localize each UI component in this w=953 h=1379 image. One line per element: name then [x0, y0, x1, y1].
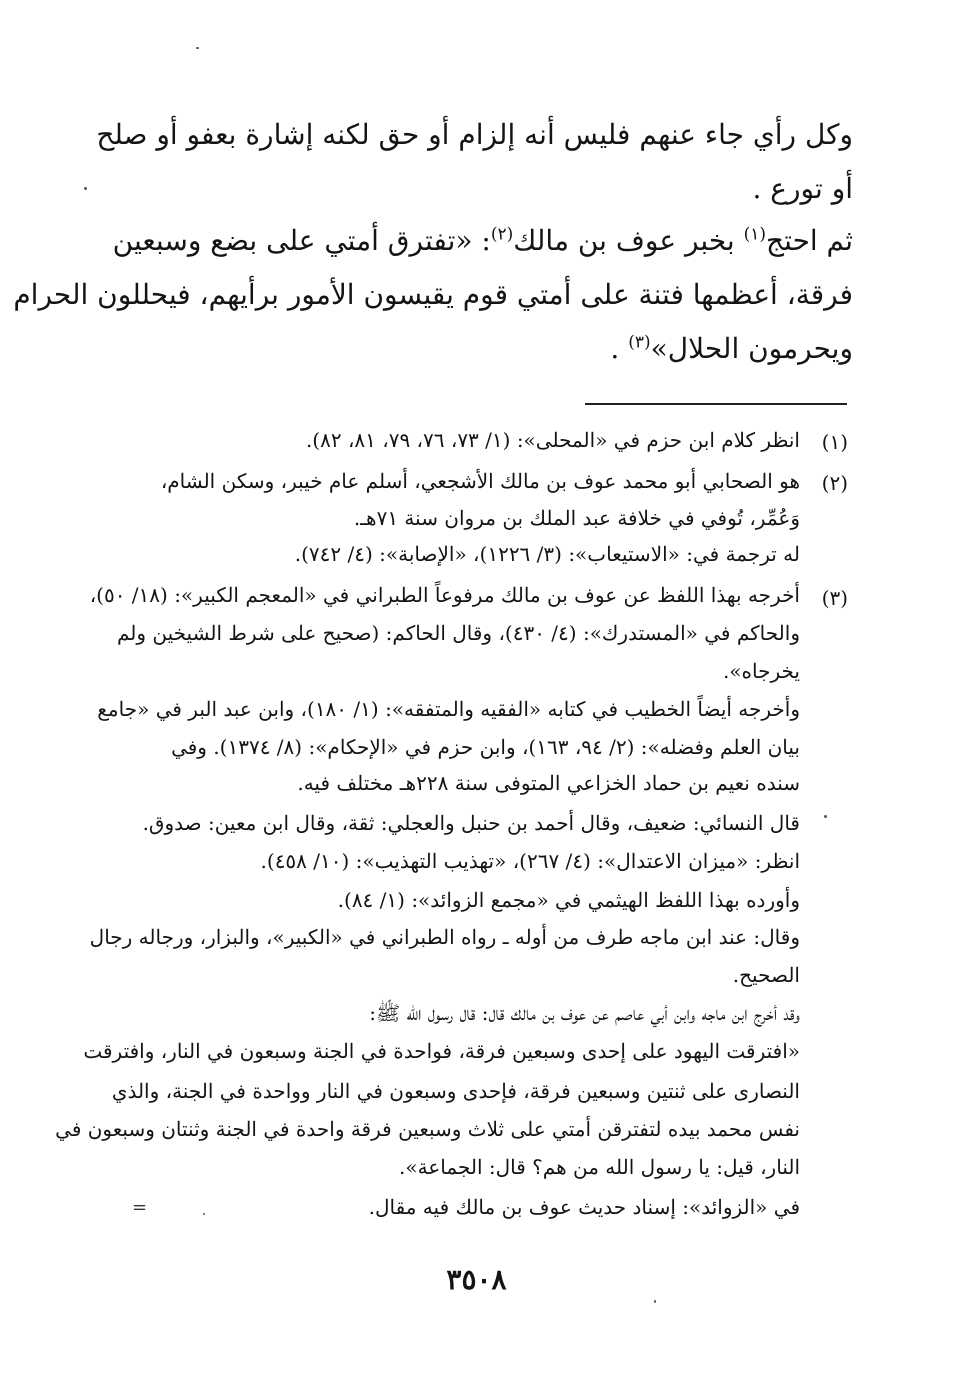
main-text-line-5: [610, 332, 853, 365]
footnote-3-line-4: وأخرجه أيضاً الخطيب في كتابه «الفقيه والمتفقه»: (١/ ١٨٠)، وابن عبد البر في «جامع: [97, 697, 800, 721]
main-text-segment: .: [610, 332, 629, 365]
margin-mark: =: [132, 1197, 148, 1218]
footnote-3-line-16: النار، قيل: يا رسول الله من هم؟ قال: الجماعة».: [399, 1155, 800, 1179]
main-text-line-3: [113, 224, 853, 257]
footnote-number-3: (٣): [821, 586, 848, 610]
footnote-separator: [585, 403, 847, 405]
footnote-3-line-11: الصحيح.: [732, 963, 800, 987]
main-text-segment: ثم احتج: [766, 224, 853, 257]
main-text-line-2: أو تورع .: [752, 172, 853, 205]
scan-speck: [824, 815, 827, 818]
footnote-number-2: (٢): [821, 471, 848, 495]
scan-speck: [196, 47, 199, 49]
footnote-2-line-1: هو الصحابي أبو محمد عوف بن مالك الأشجعي، أسلم عام خيبر، وسكن الشام،: [160, 469, 800, 493]
footnote-ref-1: (١): [743, 224, 767, 245]
footnote-3-line-13: «افترقت اليهود على إحدى وسبعين فرقة، فواحدة في الجنة وسبعون في النار، وافترقت: [83, 1039, 800, 1063]
scan-speck: [84, 187, 87, 190]
footnote-ref-3: (٣): [628, 332, 651, 353]
main-text-segment: : «تفترق أمتي على بضع وسبعين: [112, 224, 491, 257]
footnote-3-line-1: أخرجه بهذا اللفظ عن عوف بن مالك مرفوعاً الطبراني في «المعجم الكبير»: (١٨/ ٥٠)،: [89, 583, 800, 607]
main-text-line-4: فرقة، أعظمها فتنة على أمتي قوم يقيسون الأمور برأيهم، فيحللون الحرام: [13, 278, 853, 311]
main-text-line-1: وكل رأي جاء عنهم فليس أنه إلزام أو حق لكنه إشارة بعفو أو صلح: [96, 118, 853, 151]
footnote-3-line-5: بيان العلم وفضله»: (٢/ ٩٤، ١٦٣)، وابن حزم في «الإحكام»: (٨/ ١٣٧٤). وفي: [171, 735, 800, 759]
footnote-3-line-6: سنده نعيم بن حماد الخزاعي المتوفى سنة ٢٢٨هـ مختلف فيه.: [297, 771, 800, 795]
main-text-segment: بخبر عوف بن مالك: [513, 224, 744, 257]
footnote-number-1: (١): [821, 430, 848, 454]
footnote-3-line-10: وقال: عند ابن ماجه طرف من أوله ـ رواه الطبراني في «الكبير»، والبزار، ورجاله رجال: [89, 925, 800, 949]
footnote-3-line-15: نفس محمد بيده لتفترقن أمتي على ثلاث وسبعين فرقة واحدة في الجنة وثنتان وسبعون في: [55, 1117, 800, 1141]
footnote-3-line-7: قال النسائي: ضعيف، وقال أحمد بن حنبل والعجلي: ثقة، وقال ابن معين: صدوق.: [142, 811, 800, 835]
footnote-ref-2: (٢): [490, 224, 514, 245]
footnote-1-line-1: انظر كلام ابن حزم في «المحلى»: (١/ ٧٣، ٧٦، ٧٩، ٨١، ٨٢).: [305, 428, 800, 452]
footnote-3-line-17: في «الزوائد»: إسناد حديث عوف بن مالك فيه مقال.: [368, 1195, 800, 1219]
scan-speck: [654, 1300, 656, 1303]
main-text-segment: ويحرمون الحلال»: [650, 332, 853, 365]
footnote-3-line-12: وقد أخرج ابن ماجه وابن أبي عاصم عن عوف بن مالك قال: قال رسول الله ﷺ:: [369, 1001, 800, 1025]
page-number: ٣٥٠٨: [446, 1263, 507, 1296]
scan-speck: [203, 1213, 205, 1215]
footnote-3-line-14: النصارى على ثنتين وسبعين فرقة، فإحدى وسبعون في النار وواحدة في الجنة، والذي: [111, 1079, 800, 1103]
footnote-3-line-8: انظر: «ميزان الاعتدال»: (٤/ ٢٦٧)، «تهذيب التهذيب»: (١٠/ ٤٥٨).: [260, 849, 800, 873]
footnote-3-line-2: والحاكم في «المستدرك»: (٤/ ٤٣٠)، وقال الحاكم: (صحيح على شرط الشيخين ولم: [116, 621, 800, 645]
footnote-2-line-3: له ترجمة في: «الاستيعاب»: (٣/ ١٢٢٦)، «الإصابة»: (٤/ ٧٤٢).: [294, 542, 800, 566]
footnote-2-line-2: وَعُمِّر، تُوفي في خلافة عبد الملك بن مروان سنة ٧١هـ.: [353, 506, 800, 530]
footnote-3-line-9: وأورده بهذا اللفظ الهيثمي في «مجمع الزوائد»: (١/ ٨٤).: [337, 888, 800, 912]
footnote-3-line-3: يخرجاه».: [722, 659, 800, 683]
